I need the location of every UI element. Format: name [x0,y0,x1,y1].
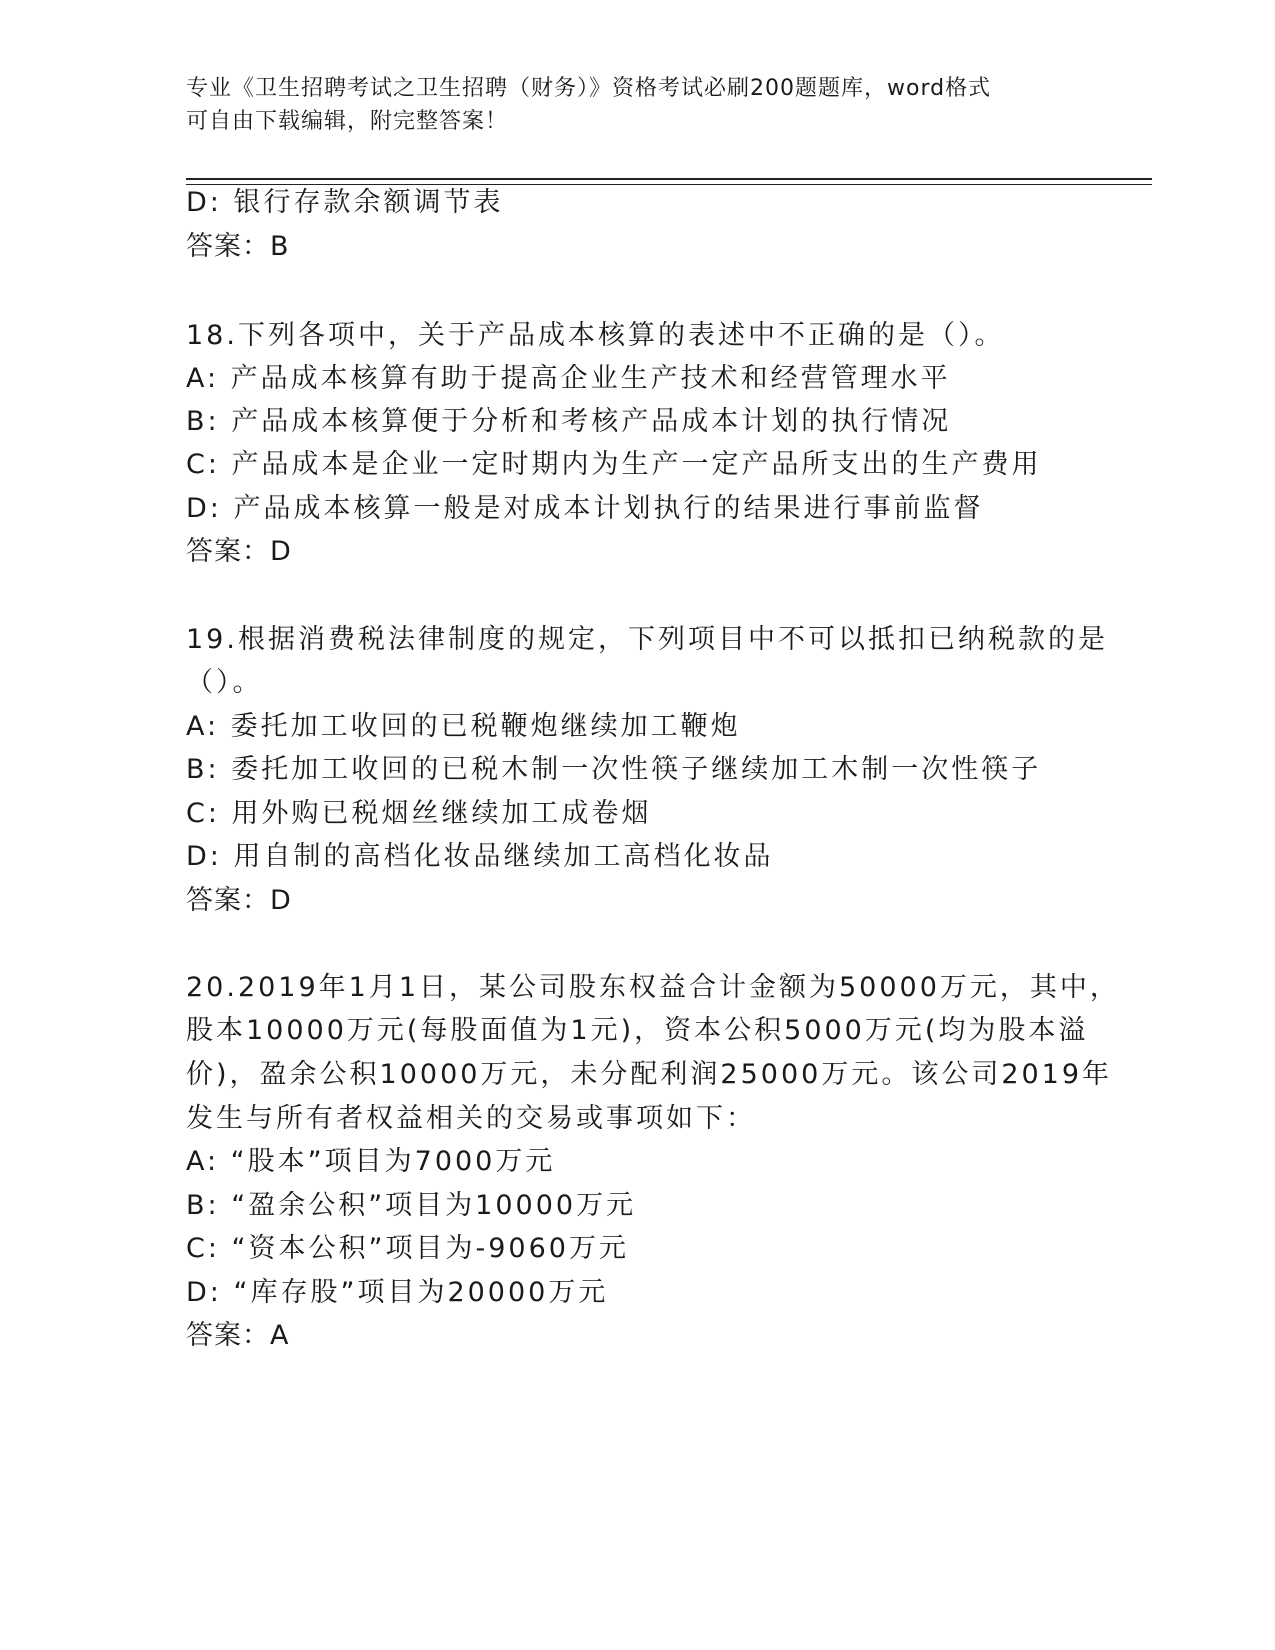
document-header [186,72,1086,138]
header-line-2: 可自由下载编辑，附完整答案！ [186,109,509,134]
q20-stem-line-2: 股本10000万元(每股面值为1元)，资本公积5000万元(均为股本溢 [186,1015,1089,1046]
answer-value: B [270,231,290,262]
q20-option-a: A: “股本”项目为7000万元 [186,1146,556,1177]
q18-option-c: C: 产品成本是企业一定时期内为生产一定产品所支出的生产费用 [186,449,1042,480]
q19-option-a: A: 委托加工收回的已税鞭炮继续加工鞭炮 [186,711,741,742]
q18-option-d: D: 产品成本核算一般是对成本计划执行的结果进行事前监督 [186,493,984,524]
q19-option-b: B: 委托加工收回的已税木制一次性筷子继续加工木制一次性筷子 [186,754,1042,785]
q18-option-b: B: 产品成本核算便于分析和考核产品成本计划的执行情况 [186,406,952,437]
q20-stem-line-3: 价)，盈余公积10000万元，未分配利润25000万元。该公司2019年 [186,1059,1113,1090]
q20-option-b: B: “盈余公积”项目为10000万元 [186,1190,637,1221]
q20-option-c: C: “资本公积”项目为-9060万元 [186,1233,629,1264]
answer-label: 答案： [186,885,270,916]
q20-option-d: D: “库存股”项目为20000万元 [186,1277,609,1308]
q19-answer [186,878,292,924]
q20-answer [186,1313,289,1359]
answer-value: A [270,1320,290,1351]
answer-value: D [270,536,292,567]
q17-option-d: D: 银行存款余额调节表 [186,187,504,218]
q19-stem-line-2: （）。 [186,667,263,698]
answer-label: 答案： [186,536,270,567]
answer-label: 答案： [186,1320,270,1351]
q20-stem-line-1: 20.2019年1月1日，某公司股东权益合计金额为50000万元，其中， [186,972,1120,1003]
q19-stem-line-1: 19.根据消费税法律制度的规定，下列项目中不可以抵扣已纳税款的是 [186,624,1108,655]
q19-option-d: D: 用自制的高档化妆品继续加工高档化妆品 [186,841,774,872]
q19-option-c: C: 用外购已税烟丝继续加工成卷烟 [186,798,652,829]
q20-stem-line-4: 发生与所有者权益相关的交易或事项如下： [186,1103,756,1134]
answer-label: 答案： [186,231,270,262]
q17-answer [186,224,290,270]
q18-option-a: A: 产品成本核算有助于提高企业生产技术和经营管理水平 [186,363,951,394]
q18-stem: 18.下列各项中，关于产品成本核算的表述中不正确的是（）。 [186,320,1005,351]
header-line-1: 专业《卫生招聘考试之卫生招聘（财务）》资格考试必刷200题题库，word格式 [186,76,992,101]
q18-answer [186,529,292,575]
answer-value: D [270,885,292,916]
